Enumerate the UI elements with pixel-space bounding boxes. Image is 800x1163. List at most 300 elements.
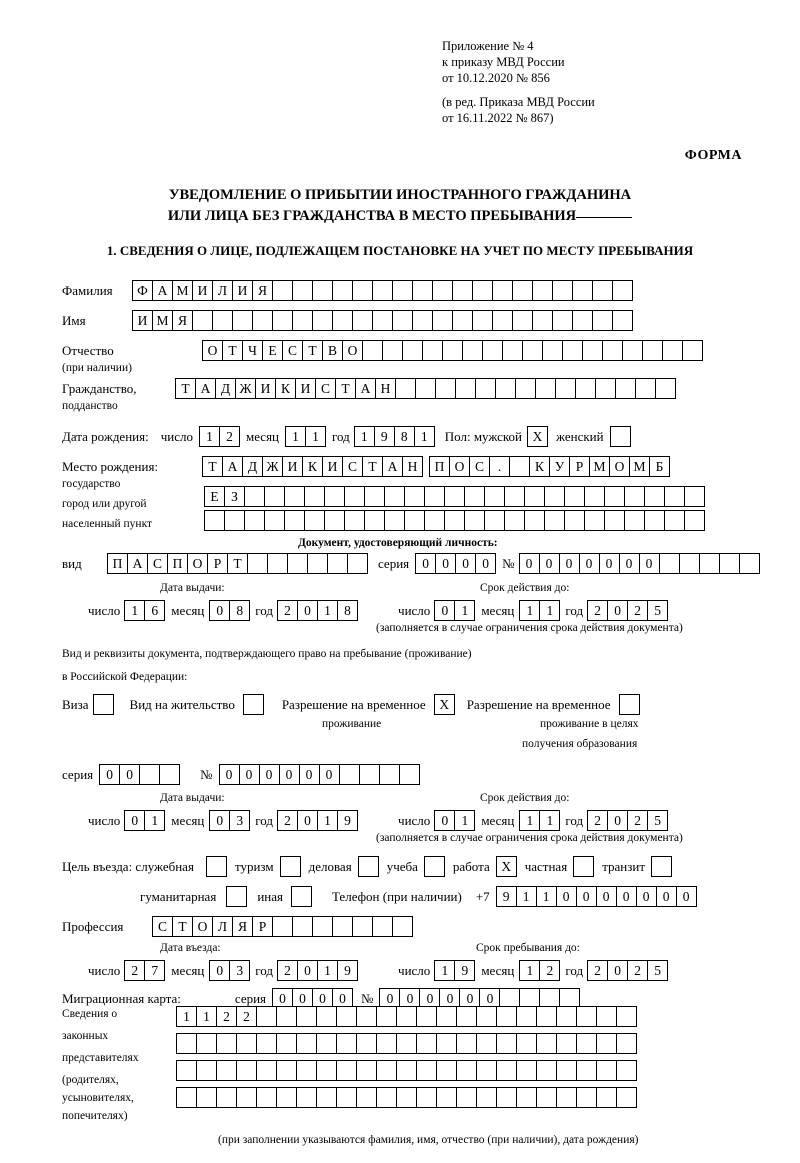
phone-boxes[interactable] xyxy=(496,886,697,907)
name-boxes[interactable] xyxy=(132,310,633,331)
birth-place-city-row2-boxes-cell[interactable] xyxy=(544,486,565,507)
birth-place-city-row2-boxes-cell[interactable] xyxy=(604,486,625,507)
legal-rep-row-1-boxes-cell[interactable] xyxy=(296,1006,317,1027)
profession-boxes-cell[interactable]: Л xyxy=(212,916,233,937)
doc-issue-day-boxes-cell[interactable]: 1 xyxy=(124,600,145,621)
legal-rep-row-2-boxes-cell[interactable] xyxy=(556,1033,577,1054)
legal-rep-row-4-boxes-cell[interactable] xyxy=(396,1087,417,1108)
citizenship-boxes-cell[interactable] xyxy=(535,378,556,399)
birth-place-city-row1-boxes-cell[interactable]: М xyxy=(629,456,650,477)
migration-number-boxes-cell[interactable]: 0 xyxy=(379,988,400,1009)
name-boxes-cell[interactable] xyxy=(412,310,433,331)
doc-number-boxes-cell[interactable] xyxy=(739,553,760,574)
birth-place-city-row2-boxes-cell[interactable] xyxy=(304,486,325,507)
birth-place-city-row1-boxes-cell[interactable]: . xyxy=(489,456,510,477)
name-boxes-cell[interactable] xyxy=(192,310,213,331)
surname-boxes-cell[interactable] xyxy=(452,280,473,301)
doc-number-boxes-cell[interactable]: 0 xyxy=(559,553,580,574)
legal-rep-row-1-boxes-cell[interactable]: 2 xyxy=(236,1006,257,1027)
permit-valid-year-boxes-cell[interactable]: 2 xyxy=(627,810,648,831)
birth-place-city-row1-boxes-cell[interactable]: О xyxy=(609,456,630,477)
purpose-study-checkbox[interactable] xyxy=(424,856,445,877)
patronymic-boxes-cell[interactable] xyxy=(662,340,683,361)
profession-boxes[interactable] xyxy=(152,916,413,937)
surname-boxes-cell[interactable] xyxy=(472,280,493,301)
legal-rep-row-2-boxes-cell[interactable] xyxy=(456,1033,477,1054)
doc-kind-boxes-cell[interactable]: А xyxy=(127,553,148,574)
doc-kind-boxes-cell[interactable]: Р xyxy=(207,553,228,574)
migration-series-boxes-cell[interactable]: 0 xyxy=(272,988,293,1009)
permit-issue-year-boxes-cell[interactable]: 2 xyxy=(277,810,298,831)
permit-number-boxes-cell[interactable] xyxy=(339,764,360,785)
doc-valid-year-boxes-cell[interactable]: 2 xyxy=(587,600,608,621)
stay-year-boxes-cell[interactable]: 2 xyxy=(627,960,648,981)
doc-valid-month-boxes-cell[interactable]: 1 xyxy=(519,600,540,621)
purpose-transit-checkbox[interactable] xyxy=(651,856,672,877)
surname-boxes-cell[interactable] xyxy=(512,280,533,301)
sex-female-checkbox[interactable] xyxy=(610,426,631,447)
profession-boxes-cell[interactable] xyxy=(352,916,373,937)
citizenship-boxes-cell[interactable] xyxy=(555,378,576,399)
birth-place-city-row3-boxes-cell[interactable] xyxy=(544,510,565,531)
doc-kind-boxes-cell[interactable] xyxy=(347,553,368,574)
permit-series-boxes-cell[interactable]: 0 xyxy=(99,764,120,785)
permit-valid-day-boxes[interactable] xyxy=(434,810,475,831)
legal-rep-row-4-boxes-cell[interactable] xyxy=(516,1087,537,1108)
name-boxes-cell[interactable] xyxy=(372,310,393,331)
name-boxes-cell[interactable] xyxy=(292,310,313,331)
birth-place-country-boxes[interactable] xyxy=(202,456,423,477)
patronymic-boxes-cell[interactable] xyxy=(362,340,383,361)
permit-series-boxes[interactable] xyxy=(99,764,180,785)
citizenship-boxes-cell[interactable]: А xyxy=(195,378,216,399)
birth-place-city-row2-boxes-cell[interactable] xyxy=(344,486,365,507)
permit-issue-year-boxes-cell[interactable]: 9 xyxy=(337,810,358,831)
permit-number-boxes-cell[interactable] xyxy=(399,764,420,785)
doc-issue-year-boxes[interactable] xyxy=(277,600,358,621)
birth-day-boxes-cell[interactable]: 2 xyxy=(219,426,240,447)
doc-kind-boxes-cell[interactable]: Т xyxy=(227,553,248,574)
patronymic-boxes-cell[interactable]: Т xyxy=(222,340,243,361)
birth-place-city-row2-boxes-cell[interactable] xyxy=(564,486,585,507)
birth-place-city-row3-boxes-cell[interactable] xyxy=(484,510,505,531)
permit-issue-day-boxes-cell[interactable]: 1 xyxy=(144,810,165,831)
purpose-other-checkbox[interactable] xyxy=(291,886,312,907)
doc-kind-boxes-cell[interactable] xyxy=(327,553,348,574)
doc-series-boxes-cell[interactable]: 0 xyxy=(415,553,436,574)
birth-place-city-row3-boxes-cell[interactable] xyxy=(384,510,405,531)
name-boxes-cell[interactable] xyxy=(472,310,493,331)
birth-place-city-row3-boxes-cell[interactable] xyxy=(284,510,305,531)
birth-place-city-row1-boxes-cell[interactable]: О xyxy=(449,456,470,477)
legal-rep-row-1-boxes-cell[interactable] xyxy=(476,1006,497,1027)
surname-boxes-cell[interactable]: Я xyxy=(252,280,273,301)
birth-place-country-boxes-cell[interactable]: А xyxy=(382,456,403,477)
legal-rep-row-4-boxes-cell[interactable] xyxy=(276,1087,297,1108)
stay-day-boxes-cell[interactable]: 9 xyxy=(454,960,475,981)
entry-year-boxes-cell[interactable]: 1 xyxy=(317,960,338,981)
surname-boxes-cell[interactable]: Л xyxy=(212,280,233,301)
birth-place-city-row1-boxes-cell[interactable]: М xyxy=(589,456,610,477)
legal-rep-row-2-boxes-cell[interactable] xyxy=(496,1033,517,1054)
birth-place-city-row2-boxes-cell[interactable] xyxy=(524,486,545,507)
doc-number-boxes-cell[interactable]: 0 xyxy=(519,553,540,574)
doc-number-boxes[interactable] xyxy=(519,553,760,574)
birth-place-city-row1-boxes-cell[interactable]: Р xyxy=(569,456,590,477)
legal-rep-row-1-boxes-cell[interactable] xyxy=(596,1006,617,1027)
permit-valid-month-boxes[interactable] xyxy=(519,810,560,831)
birth-place-city-row3-boxes-cell[interactable] xyxy=(684,510,705,531)
legal-rep-row-3-boxes-cell[interactable] xyxy=(536,1060,557,1081)
patronymic-boxes-cell[interactable]: В xyxy=(322,340,343,361)
doc-number-boxes-cell[interactable]: 0 xyxy=(539,553,560,574)
permit-issue-year-boxes-cell[interactable]: 1 xyxy=(317,810,338,831)
birth-year-boxes-cell[interactable]: 1 xyxy=(414,426,435,447)
citizenship-boxes-cell[interactable] xyxy=(615,378,636,399)
legal-rep-row-2-boxes-cell[interactable] xyxy=(316,1033,337,1054)
birth-place-city-row3-boxes-cell[interactable] xyxy=(224,510,245,531)
name-boxes-cell[interactable]: М xyxy=(152,310,173,331)
patronymic-boxes-cell[interactable] xyxy=(602,340,623,361)
birth-place-city-row2-boxes-cell[interactable] xyxy=(364,486,385,507)
legal-rep-row-2-boxes-cell[interactable] xyxy=(516,1033,537,1054)
birth-place-city-row3-boxes-cell[interactable] xyxy=(364,510,385,531)
legal-rep-row-4-boxes-cell[interactable] xyxy=(596,1087,617,1108)
edu-residence-checkbox[interactable] xyxy=(619,694,640,715)
birth-place-city-row3-boxes-cell[interactable] xyxy=(664,510,685,531)
surname-boxes-cell[interactable] xyxy=(352,280,373,301)
surname-boxes-cell[interactable] xyxy=(592,280,613,301)
surname-boxes-cell[interactable] xyxy=(332,280,353,301)
patronymic-boxes-cell[interactable] xyxy=(542,340,563,361)
surname-boxes-cell[interactable] xyxy=(432,280,453,301)
surname-boxes-cell[interactable]: М xyxy=(172,280,193,301)
doc-number-boxes-cell[interactable] xyxy=(659,553,680,574)
legal-rep-row-2-boxes-cell[interactable] xyxy=(476,1033,497,1054)
permit-valid-year-boxes-cell[interactable]: 5 xyxy=(647,810,668,831)
birth-place-country-boxes-cell[interactable]: И xyxy=(322,456,343,477)
legal-rep-row-2-boxes-cell[interactable] xyxy=(356,1033,377,1054)
permit-valid-day-boxes-cell[interactable]: 0 xyxy=(434,810,455,831)
legal-rep-row-3-boxes-cell[interactable] xyxy=(256,1060,277,1081)
legal-rep-row-1-boxes-cell[interactable] xyxy=(556,1006,577,1027)
name-boxes-cell[interactable] xyxy=(212,310,233,331)
patronymic-boxes[interactable] xyxy=(202,340,703,361)
birth-place-city-row3-boxes-cell[interactable] xyxy=(304,510,325,531)
name-boxes-cell[interactable] xyxy=(392,310,413,331)
permit-series-boxes-cell[interactable]: 0 xyxy=(119,764,140,785)
migration-series-boxes-cell[interactable]: 0 xyxy=(312,988,333,1009)
permit-series-boxes-cell[interactable] xyxy=(159,764,180,785)
birth-place-city-row2-boxes-cell[interactable] xyxy=(644,486,665,507)
surname-boxes-cell[interactable] xyxy=(532,280,553,301)
birth-place-city-row2-boxes-cell[interactable] xyxy=(444,486,465,507)
stay-year-boxes[interactable] xyxy=(587,960,668,981)
legal-rep-row-3-boxes-cell[interactable] xyxy=(516,1060,537,1081)
permit-issue-year-boxes[interactable] xyxy=(277,810,358,831)
legal-rep-row-1-boxes-cell[interactable] xyxy=(456,1006,477,1027)
birth-place-country-boxes-cell[interactable]: Т xyxy=(202,456,223,477)
citizenship-boxes-cell[interactable]: А xyxy=(355,378,376,399)
doc-kind-boxes[interactable] xyxy=(107,553,368,574)
legal-rep-row-4-boxes-cell[interactable] xyxy=(336,1087,357,1108)
legal-rep-row-4-boxes-cell[interactable] xyxy=(216,1087,237,1108)
permit-number-boxes-cell[interactable] xyxy=(379,764,400,785)
doc-valid-year-boxes[interactable] xyxy=(587,600,668,621)
profession-boxes-cell[interactable] xyxy=(332,916,353,937)
entry-day-boxes[interactable] xyxy=(124,960,165,981)
name-boxes-cell[interactable] xyxy=(612,310,633,331)
legal-rep-row-4-boxes-cell[interactable] xyxy=(436,1087,457,1108)
legal-rep-row-1-boxes-cell[interactable]: 1 xyxy=(176,1006,197,1027)
doc-valid-year-boxes-cell[interactable]: 0 xyxy=(607,600,628,621)
legal-rep-row-1-boxes-cell[interactable] xyxy=(356,1006,377,1027)
patronymic-boxes-cell[interactable] xyxy=(422,340,443,361)
surname-boxes-cell[interactable] xyxy=(292,280,313,301)
purpose-private-checkbox[interactable] xyxy=(573,856,594,877)
legal-rep-row-1-boxes-cell[interactable]: 1 xyxy=(196,1006,217,1027)
birth-place-city-row2-boxes-cell[interactable] xyxy=(584,486,605,507)
patronymic-boxes-cell[interactable]: О xyxy=(342,340,363,361)
surname-boxes-cell[interactable]: Ф xyxy=(132,280,153,301)
legal-rep-row-3-boxes-cell[interactable] xyxy=(176,1060,197,1081)
doc-kind-boxes-cell[interactable]: С xyxy=(147,553,168,574)
citizenship-boxes-cell[interactable]: Н xyxy=(375,378,396,399)
patronymic-boxes-cell[interactable] xyxy=(622,340,643,361)
doc-number-boxes-cell[interactable]: 0 xyxy=(599,553,620,574)
permit-number-boxes-cell[interactable] xyxy=(359,764,380,785)
legal-rep-row-1-boxes-cell[interactable] xyxy=(616,1006,637,1027)
purpose-official-checkbox[interactable] xyxy=(206,856,227,877)
entry-day-boxes-cell[interactable]: 2 xyxy=(124,960,145,981)
surname-boxes-cell[interactable] xyxy=(572,280,593,301)
permit-issue-month-boxes-cell[interactable]: 0 xyxy=(209,810,230,831)
legal-rep-row-3-boxes-cell[interactable] xyxy=(576,1060,597,1081)
patronymic-boxes-cell[interactable] xyxy=(442,340,463,361)
citizenship-boxes-cell[interactable]: С xyxy=(315,378,336,399)
doc-valid-year-boxes-cell[interactable]: 5 xyxy=(647,600,668,621)
birth-place-country-boxes-cell[interactable]: И xyxy=(282,456,303,477)
name-boxes-cell[interactable] xyxy=(592,310,613,331)
citizenship-boxes-cell[interactable]: И xyxy=(255,378,276,399)
profession-boxes-cell[interactable]: Т xyxy=(172,916,193,937)
doc-kind-boxes-cell[interactable]: П xyxy=(107,553,128,574)
migration-series-boxes-cell[interactable]: 0 xyxy=(332,988,353,1009)
migration-series-boxes-cell[interactable]: 0 xyxy=(292,988,313,1009)
legal-rep-row-2-boxes-cell[interactable] xyxy=(176,1033,197,1054)
birth-place-city-row2-boxes-cell[interactable] xyxy=(244,486,265,507)
birth-place-city-row2-boxes-cell[interactable] xyxy=(624,486,645,507)
legal-rep-row-2-boxes-cell[interactable] xyxy=(436,1033,457,1054)
legal-rep-row-4-boxes-cell[interactable] xyxy=(616,1087,637,1108)
phone-boxes-cell[interactable]: 0 xyxy=(616,886,637,907)
migration-number-boxes-cell[interactable]: 0 xyxy=(399,988,420,1009)
doc-kind-boxes-cell[interactable]: П xyxy=(167,553,188,574)
doc-number-boxes-cell[interactable]: 0 xyxy=(639,553,660,574)
surname-boxes-cell[interactable] xyxy=(312,280,333,301)
legal-rep-row-4-boxes-cell[interactable] xyxy=(576,1087,597,1108)
name-boxes-cell[interactable] xyxy=(272,310,293,331)
doc-kind-boxes-cell[interactable] xyxy=(247,553,268,574)
birth-year-boxes-cell[interactable]: 1 xyxy=(354,426,375,447)
doc-valid-day-boxes-cell[interactable]: 0 xyxy=(434,600,455,621)
legal-rep-row-3-boxes-cell[interactable] xyxy=(456,1060,477,1081)
birth-place-city-row3-boxes-cell[interactable] xyxy=(564,510,585,531)
legal-rep-row-4-boxes-cell[interactable] xyxy=(296,1087,317,1108)
patronymic-boxes-cell[interactable]: Т xyxy=(302,340,323,361)
birth-place-city-row2-boxes-cell[interactable] xyxy=(684,486,705,507)
permit-number-boxes[interactable] xyxy=(219,764,420,785)
legal-rep-row-4-boxes-cell[interactable] xyxy=(316,1087,337,1108)
citizenship-boxes-cell[interactable]: Т xyxy=(335,378,356,399)
entry-month-boxes[interactable] xyxy=(209,960,250,981)
phone-boxes-cell[interactable]: 0 xyxy=(576,886,597,907)
doc-kind-boxes-cell[interactable] xyxy=(307,553,328,574)
phone-boxes-cell[interactable]: 0 xyxy=(636,886,657,907)
legal-rep-row-3-boxes[interactable] xyxy=(176,1060,637,1081)
legal-rep-row-2-boxes-cell[interactable] xyxy=(276,1033,297,1054)
name-boxes-cell[interactable] xyxy=(552,310,573,331)
migration-number-boxes-cell[interactable]: 0 xyxy=(419,988,440,1009)
legal-rep-row-2-boxes-cell[interactable] xyxy=(236,1033,257,1054)
patronymic-boxes-cell[interactable] xyxy=(482,340,503,361)
legal-rep-row-4-boxes-cell[interactable] xyxy=(456,1087,477,1108)
name-boxes-cell[interactable] xyxy=(492,310,513,331)
legal-rep-row-3-boxes-cell[interactable] xyxy=(376,1060,397,1081)
legal-rep-row-2-boxes-cell[interactable] xyxy=(576,1033,597,1054)
phone-boxes-cell[interactable]: 1 xyxy=(536,886,557,907)
migration-number-boxes-cell[interactable]: 0 xyxy=(439,988,460,1009)
doc-number-boxes-cell[interactable]: 0 xyxy=(619,553,640,574)
doc-issue-month-boxes-cell[interactable]: 8 xyxy=(229,600,250,621)
birth-place-city-row3-boxes-cell[interactable] xyxy=(444,510,465,531)
permit-issue-day-boxes-cell[interactable]: 0 xyxy=(124,810,145,831)
profession-boxes-cell[interactable] xyxy=(312,916,333,937)
doc-issue-month-boxes-cell[interactable]: 0 xyxy=(209,600,230,621)
birth-place-city-row2-boxes-cell[interactable] xyxy=(404,486,425,507)
birth-place-country-boxes-cell[interactable]: К xyxy=(302,456,323,477)
patronymic-boxes-cell[interactable] xyxy=(462,340,483,361)
doc-series-boxes-cell[interactable]: 0 xyxy=(475,553,496,574)
stay-month-boxes[interactable] xyxy=(519,960,560,981)
entry-year-boxes-cell[interactable]: 2 xyxy=(277,960,298,981)
legal-rep-row-4-boxes-cell[interactable] xyxy=(536,1087,557,1108)
birth-place-country-boxes-cell[interactable]: Н xyxy=(402,456,423,477)
patronymic-boxes-cell[interactable] xyxy=(502,340,523,361)
legal-rep-row-3-boxes-cell[interactable] xyxy=(396,1060,417,1081)
permit-valid-year-boxes[interactable] xyxy=(587,810,668,831)
birth-place-city-row2-boxes-cell[interactable]: Е xyxy=(204,486,225,507)
legal-rep-row-2-boxes-cell[interactable] xyxy=(196,1033,217,1054)
permit-number-boxes-cell[interactable]: 0 xyxy=(219,764,240,785)
stay-year-boxes-cell[interactable]: 5 xyxy=(647,960,668,981)
birth-place-city-row2-boxes-cell[interactable] xyxy=(484,486,505,507)
visa-checkbox[interactable] xyxy=(93,694,114,715)
birth-place-city-row3-boxes-cell[interactable] xyxy=(424,510,445,531)
profession-boxes-cell[interactable]: С xyxy=(152,916,173,937)
doc-valid-year-boxes-cell[interactable]: 2 xyxy=(627,600,648,621)
legal-rep-row-1-boxes-cell[interactable] xyxy=(536,1006,557,1027)
profession-boxes-cell[interactable]: Я xyxy=(232,916,253,937)
legal-rep-row-1-boxes-cell[interactable] xyxy=(396,1006,417,1027)
birth-year-boxes[interactable] xyxy=(354,426,435,447)
birth-place-city-row3-boxes-cell[interactable] xyxy=(644,510,665,531)
legal-rep-row-4-boxes-cell[interactable] xyxy=(376,1087,397,1108)
legal-rep-row-4-boxes-cell[interactable] xyxy=(196,1087,217,1108)
name-boxes-cell[interactable] xyxy=(252,310,273,331)
permit-issue-month-boxes[interactable] xyxy=(209,810,250,831)
surname-boxes-cell[interactable]: И xyxy=(232,280,253,301)
patronymic-boxes-cell[interactable]: Е xyxy=(262,340,283,361)
doc-issue-year-boxes-cell[interactable]: 2 xyxy=(277,600,298,621)
name-boxes-cell[interactable] xyxy=(312,310,333,331)
surname-boxes-cell[interactable] xyxy=(372,280,393,301)
legal-rep-row-2-boxes-cell[interactable] xyxy=(536,1033,557,1054)
legal-rep-row-3-boxes-cell[interactable] xyxy=(416,1060,437,1081)
birth-place-city-row1-boxes[interactable] xyxy=(429,456,670,477)
birth-place-city-row2-boxes[interactable] xyxy=(204,486,705,507)
birth-place-city-row3-boxes-cell[interactable] xyxy=(624,510,645,531)
birth-place-city-row3-boxes-cell[interactable] xyxy=(504,510,525,531)
name-boxes-cell[interactable] xyxy=(532,310,553,331)
name-boxes-cell[interactable] xyxy=(572,310,593,331)
surname-boxes-cell[interactable] xyxy=(552,280,573,301)
surname-boxes-cell[interactable] xyxy=(392,280,413,301)
legal-rep-row-2-boxes-cell[interactable] xyxy=(336,1033,357,1054)
stay-month-boxes-cell[interactable]: 1 xyxy=(519,960,540,981)
legal-rep-row-3-boxes-cell[interactable] xyxy=(556,1060,577,1081)
surname-boxes-cell[interactable] xyxy=(412,280,433,301)
birth-place-city-row2-boxes-cell[interactable]: З xyxy=(224,486,245,507)
permit-series-boxes-cell[interactable] xyxy=(139,764,160,785)
name-boxes-cell[interactable] xyxy=(352,310,373,331)
name-boxes-cell[interactable] xyxy=(332,310,353,331)
citizenship-boxes-cell[interactable] xyxy=(455,378,476,399)
entry-month-boxes-cell[interactable]: 0 xyxy=(209,960,230,981)
doc-kind-boxes-cell[interactable]: О xyxy=(187,553,208,574)
residence-checkbox[interactable] xyxy=(243,694,264,715)
citizenship-boxes-cell[interactable] xyxy=(595,378,616,399)
birth-place-city-row1-boxes-cell[interactable]: С xyxy=(469,456,490,477)
doc-series-boxes[interactable] xyxy=(415,553,496,574)
surname-boxes-cell[interactable] xyxy=(492,280,513,301)
doc-number-boxes-cell[interactable] xyxy=(719,553,740,574)
patronymic-boxes-cell[interactable] xyxy=(642,340,663,361)
phone-boxes-cell[interactable]: 0 xyxy=(596,886,617,907)
patronymic-boxes-cell[interactable] xyxy=(522,340,543,361)
birth-place-country-boxes-cell[interactable]: Ж xyxy=(262,456,283,477)
citizenship-boxes-cell[interactable] xyxy=(495,378,516,399)
profession-boxes-cell[interactable] xyxy=(372,916,393,937)
legal-rep-row-4-boxes-cell[interactable] xyxy=(356,1087,377,1108)
birth-place-city-row1-boxes-cell[interactable]: П xyxy=(429,456,450,477)
stay-day-boxes-cell[interactable]: 1 xyxy=(434,960,455,981)
legal-rep-row-2-boxes-cell[interactable] xyxy=(256,1033,277,1054)
birth-place-city-row2-boxes-cell[interactable] xyxy=(504,486,525,507)
permit-valid-day-boxes-cell[interactable]: 1 xyxy=(454,810,475,831)
citizenship-boxes-cell[interactable]: К xyxy=(275,378,296,399)
surname-boxes-cell[interactable] xyxy=(612,280,633,301)
legal-rep-row-1-boxes-cell[interactable] xyxy=(336,1006,357,1027)
birth-place-city-row3-boxes-cell[interactable] xyxy=(344,510,365,531)
stay-month-boxes-cell[interactable]: 2 xyxy=(539,960,560,981)
profession-boxes-cell[interactable] xyxy=(392,916,413,937)
citizenship-boxes-cell[interactable]: И xyxy=(295,378,316,399)
name-boxes-cell[interactable] xyxy=(452,310,473,331)
legal-rep-row-2-boxes-cell[interactable] xyxy=(396,1033,417,1054)
patronymic-boxes-cell[interactable]: Ч xyxy=(242,340,263,361)
legal-rep-row-3-boxes-cell[interactable] xyxy=(336,1060,357,1081)
